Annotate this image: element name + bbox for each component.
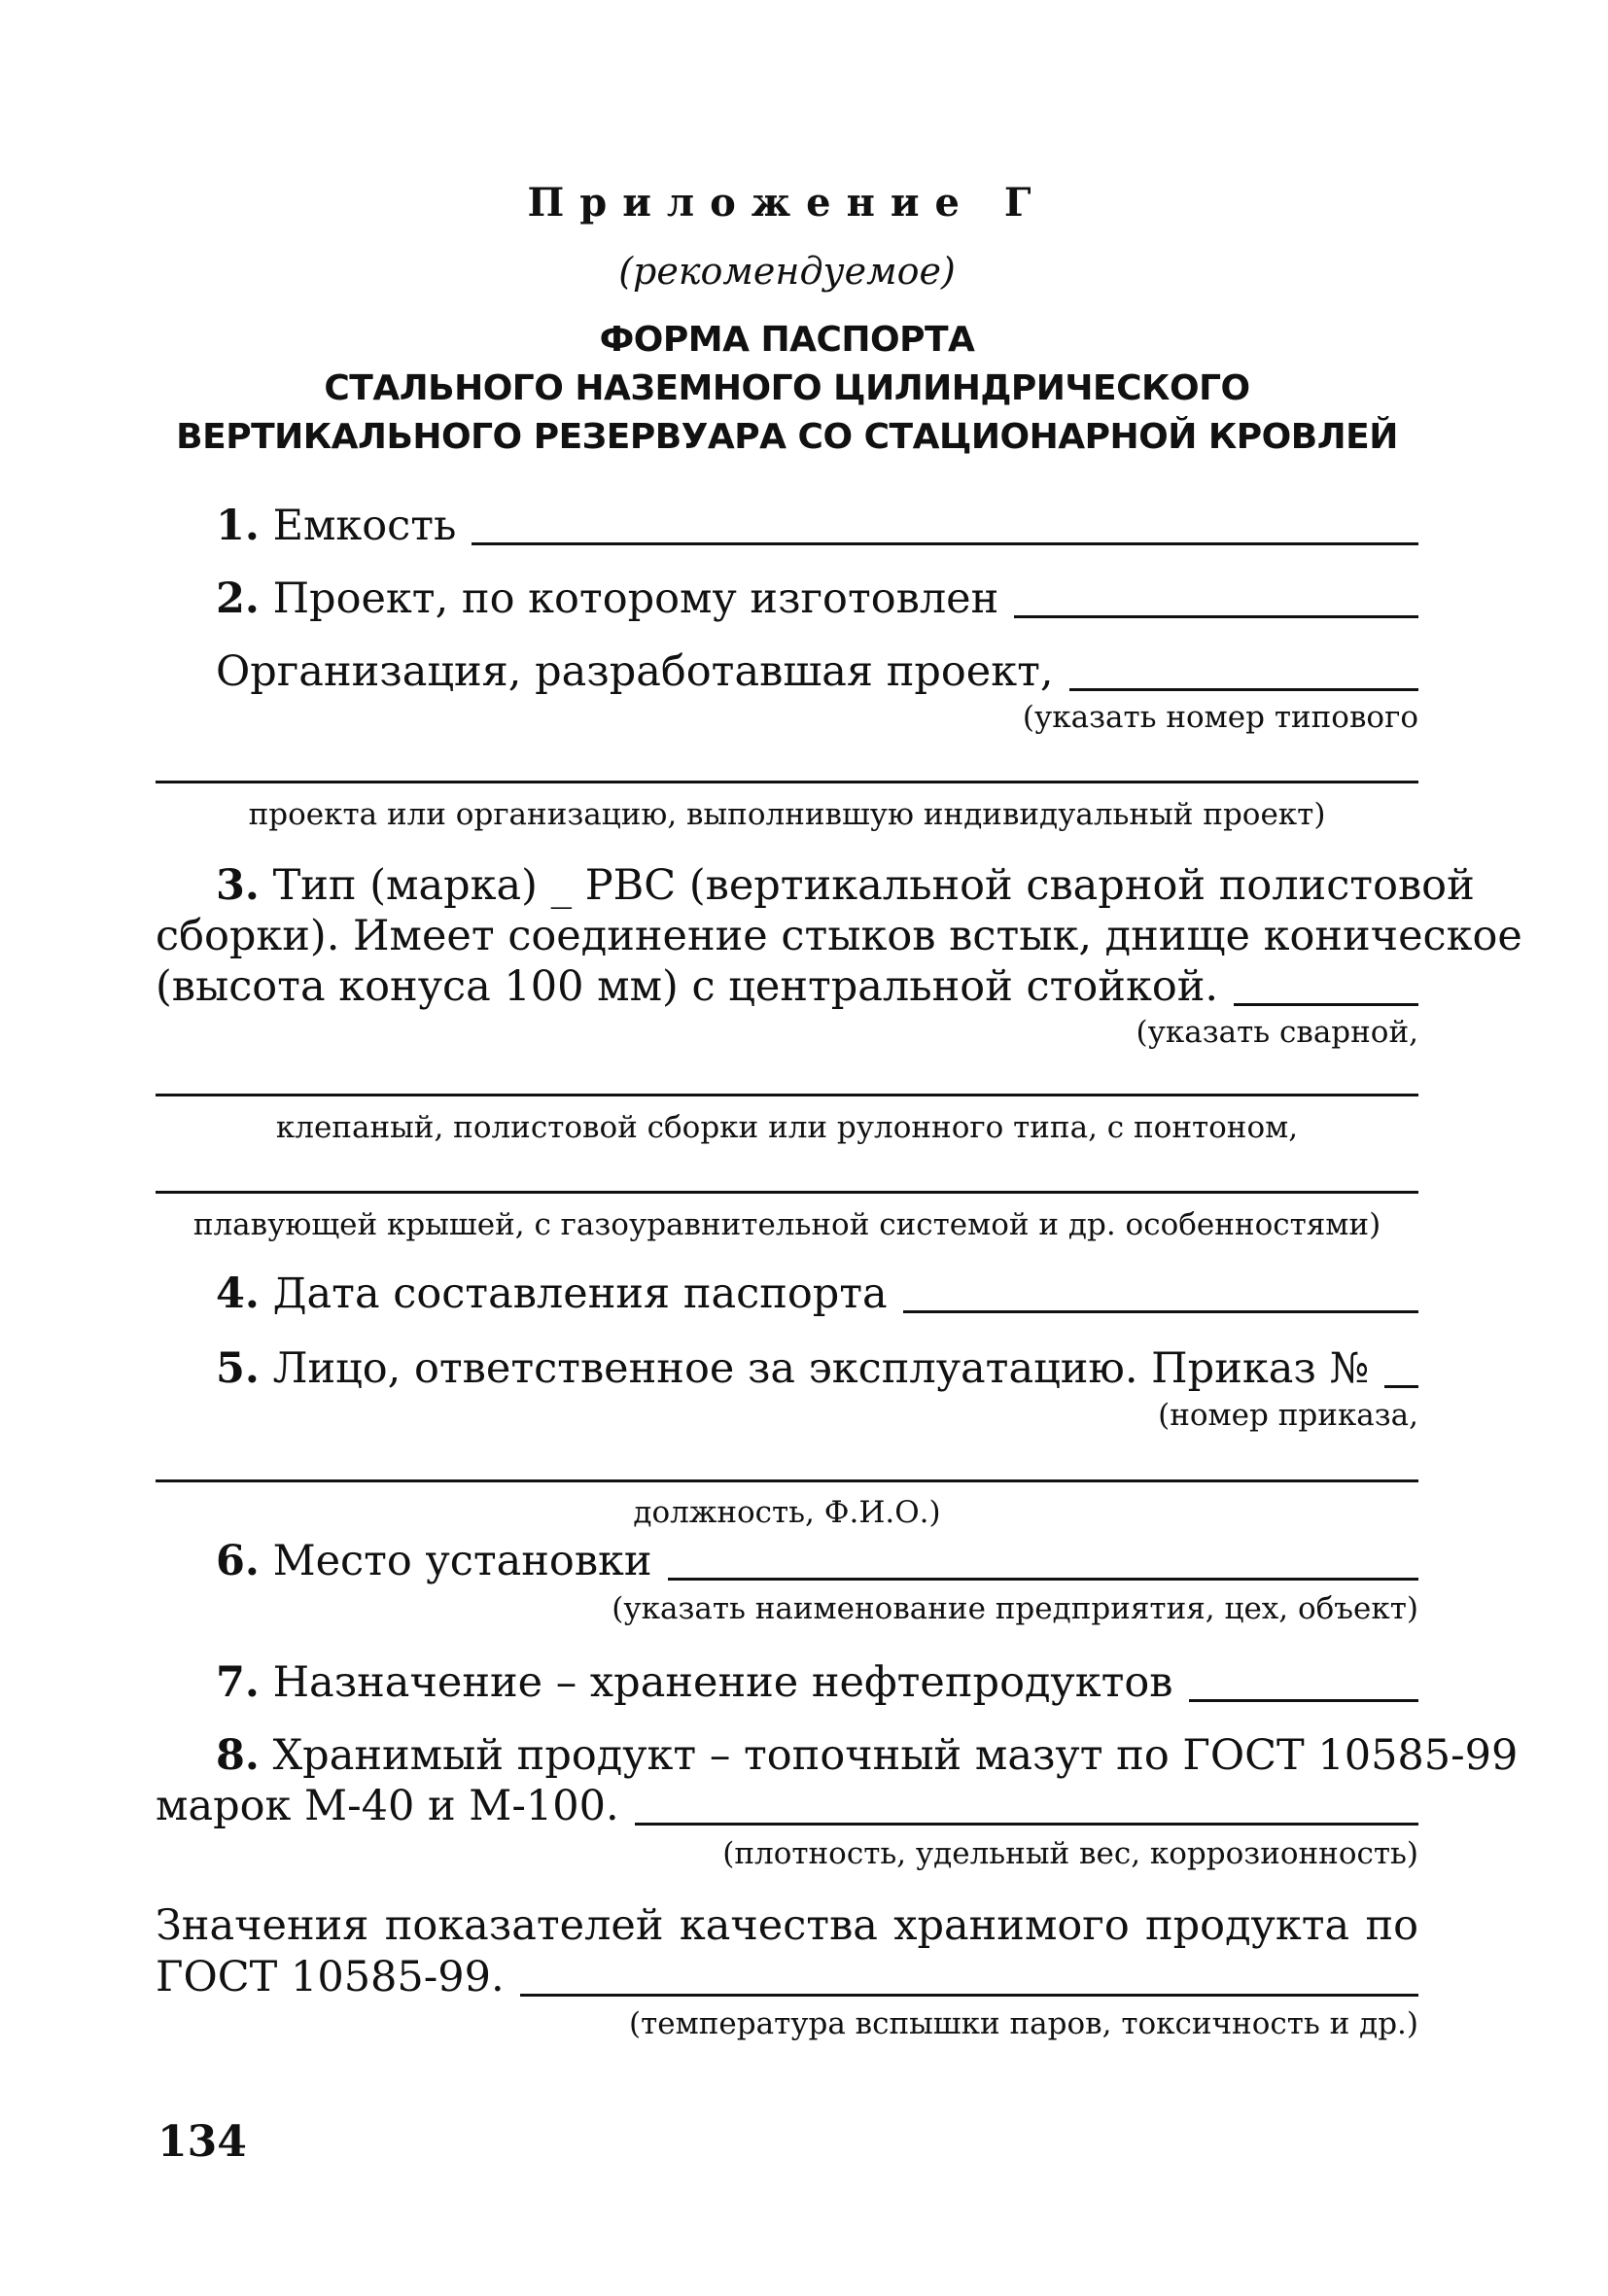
item-3-hint-1: (указать сварной, <box>1136 1015 1418 1050</box>
item-label: Назначение – хранение нефтепродуктов <box>272 1658 1173 1707</box>
item-3-line-1 <box>156 860 1475 911</box>
item-number: 4. <box>216 1270 260 1318</box>
item-3-hint-3: плавующей крышей, с газоуравнительной системой и др. особенностями) <box>192 1207 1381 1242</box>
item-7-purpose <box>156 1657 1418 1708</box>
item-8-line-2-text: марок М-40 и М-100. <box>156 1782 619 1830</box>
responsible-person-field[interactable] <box>156 1479 1418 1482</box>
passport-date-field[interactable] <box>903 1310 1418 1313</box>
item-1-capacity <box>156 501 1418 551</box>
form-title-line-2: СТАЛЬНОГО НАЗЕМНОГО ЦИЛИНДРИЧЕСКОГО <box>324 368 1250 408</box>
quality-line-1: Значения показателей качества хранимого продукта по <box>156 1901 1418 1950</box>
item-6-hint: (указать наименование предприятия, цех, объект) <box>612 1591 1418 1626</box>
item-8-hint: (плотность, удельный вес, коррозионность) <box>722 1836 1418 1871</box>
item-3-line-3 <box>156 961 1418 1012</box>
organization-field[interactable] <box>1069 688 1418 691</box>
item-label: Лицо, ответственное за эксплуатацию. Приказ № <box>272 1344 1370 1393</box>
appendix-title: Приложение Г <box>527 180 1047 226</box>
order-number-field[interactable] <box>1384 1385 1418 1388</box>
location-field[interactable] <box>668 1578 1418 1581</box>
appendix-status: (рекомендуемое) <box>618 250 956 293</box>
item-6-location <box>156 1536 1418 1586</box>
item-number: 3. <box>216 861 260 910</box>
item-number: 6. <box>216 1537 260 1585</box>
page-number: 134 <box>157 2117 247 2167</box>
item-number: 8. <box>216 1731 260 1780</box>
item-2-hint-2: проекта или организацию, выполнившую индивидуальный проект) <box>248 797 1326 832</box>
item-2-hint-1: (указать номер типового <box>1022 700 1418 735</box>
item-8-product-text: Хранимый продукт – топочный мазут по ГОСТ 10585-99 <box>272 1731 1519 1780</box>
item-2-organization <box>156 646 1418 697</box>
item-3-hint-2: клепаный, полистовой сборки или рулонного типа, с понтоном, <box>275 1110 1299 1145</box>
organization-field-continuation[interactable] <box>156 781 1418 783</box>
item-number: 2. <box>216 574 260 623</box>
quality-hint: (температура вспышки паров, токсичность и др.) <box>629 2006 1418 2041</box>
item-8-line-2 <box>156 1781 1418 1831</box>
tank-type-field[interactable] <box>1234 1003 1418 1006</box>
item-label: Дата составления паспорта <box>272 1270 888 1318</box>
tank-type-field-continuation-1[interactable] <box>156 1094 1418 1096</box>
form-title-line-1: ФОРМА ПАСПОРТА <box>599 320 975 360</box>
item-3-line-3-text: (высота конуса 100 мм) с центральной стойкой. <box>156 962 1219 1011</box>
item-label: Место установки <box>272 1537 652 1585</box>
item-label: Проект, по которому изготовлен <box>272 574 999 623</box>
quality-line-2 <box>156 1952 1418 2002</box>
quality-line-2-text: ГОСТ 10585-99. <box>156 1953 505 2001</box>
item-4-date <box>156 1269 1418 1319</box>
item-label: Емкость <box>272 502 457 550</box>
item-3-line-2: сборки). Имеет соединение стыков встык, днище коническое <box>156 912 1522 960</box>
product-properties-field[interactable] <box>635 1823 1418 1826</box>
organization-label: Организация, разработавшая проект, <box>216 647 1054 696</box>
item-5-hint-1: (номер приказа, <box>1158 1398 1418 1433</box>
item-2-project <box>156 574 1418 624</box>
tank-type-field-continuation-2[interactable] <box>156 1191 1418 1194</box>
capacity-field[interactable] <box>472 542 1418 545</box>
project-field[interactable] <box>1014 615 1418 618</box>
item-3-type-text: Тип (марка) _ РВС (вертикальной сварной полистовой <box>272 861 1475 910</box>
quality-indicators-field[interactable] <box>520 1994 1418 1997</box>
form-title-line-3: ВЕРТИКАЛЬНОГО РЕЗЕРВУАРА СО СТАЦИОНАРНОЙ КРОВЛЕЙ <box>176 417 1398 457</box>
item-8-line-1 <box>156 1730 1519 1781</box>
item-5-hint-2: должность, Ф.И.О.) <box>633 1495 941 1530</box>
item-5-responsible <box>156 1343 1418 1394</box>
item-number: 5. <box>216 1344 260 1393</box>
item-number: 1. <box>216 502 260 550</box>
item-number: 7. <box>216 1658 260 1707</box>
purpose-field[interactable] <box>1189 1699 1419 1702</box>
